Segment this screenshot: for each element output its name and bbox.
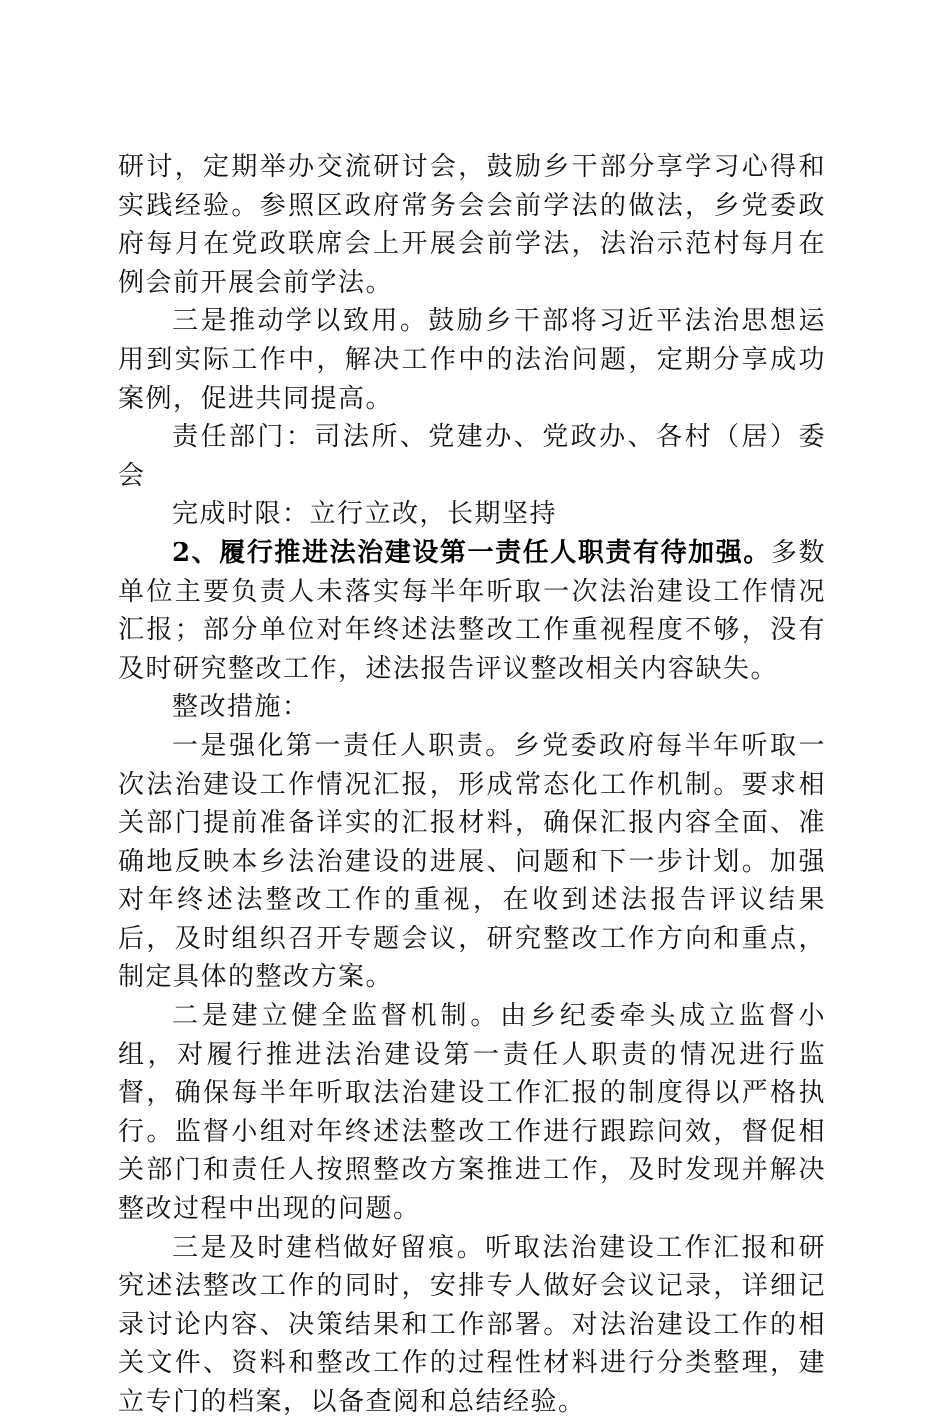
measure-3-paragraph: 三是及时建档做好留痕。听取法治建设工作汇报和研究述法整改工作的同时，安排专人做好会议记录，详细记录讨论内容、决策结果和工作部署。对法治建设工作的相关文件、资料和整改工作的过程性材料进行分类整理，建立专门的档案，以备查阅和总结经验。	[118, 1232, 826, 1417]
issue-2-description: 多数单位主要负责人未落实每半年听取一次法治建设工作情况汇报；部分单位对年终述法整改工作重视程度不够，没有及时研究整改工作，述法报告评议整改相关内容缺失。	[118, 537, 826, 684]
measure-1-paragraph: 一是强化第一责任人职责。乡党委政府每半年听取一次法治建设工作情况汇报，形成常态化工作机制。要求相关部门提前准备详实的汇报材料，确保汇报内容全面、准确地反映本乡法治建设的进展、问题和下一步计划。加强对年终述法整改工作的重视，在收到述法报告评议结果后，及时组织召开专题会议，研究整改工作方向和重点，制定具体的整改方案。	[118, 730, 826, 993]
completion-deadline: 完成时限：立行立改，长期坚持	[172, 499, 558, 530]
rectification-measures-label: 整改措施：	[172, 692, 310, 723]
paragraph-study-seminar: 研讨，定期举办交流研讨会，鼓励乡干部分享学习心得和实践经验。参照区政府常务会会前学法的做法，乡党委政府每月在党政联席会上开展会前学法，法治示范村每月在例会前开展会前学法。	[118, 152, 826, 298]
issue-2-heading: 2、履行推进法治建设第一责任人职责有待加强。	[172, 537, 771, 568]
responsible-departments: 责任部门：司法所、党建办、党政办、各村（居）委会	[118, 422, 826, 491]
paragraph-apply-learning: 三是推动学以致用。鼓励乡干部将习近平法治思想运用到实际工作中，解决工作中的法治问题，定期分享成功案例，促进共同提高。	[118, 306, 826, 414]
measure-2-paragraph: 二是建立健全监督机制。由乡纪委牵头成立监督小组，对履行推进法治建设第一责任人职责的情况进行监督，确保每半年听取法治建设工作汇报的制度得以严格执行。监督小组对年终述法整改工作进行跟踪问效，督促相关部门和责任人按照整改方案推进工作，及时发现并解决整改过程中出现的问题。	[118, 1001, 826, 1225]
document-body	[118, 148, 826, 1422]
issue-2-paragraph	[118, 534, 826, 688]
